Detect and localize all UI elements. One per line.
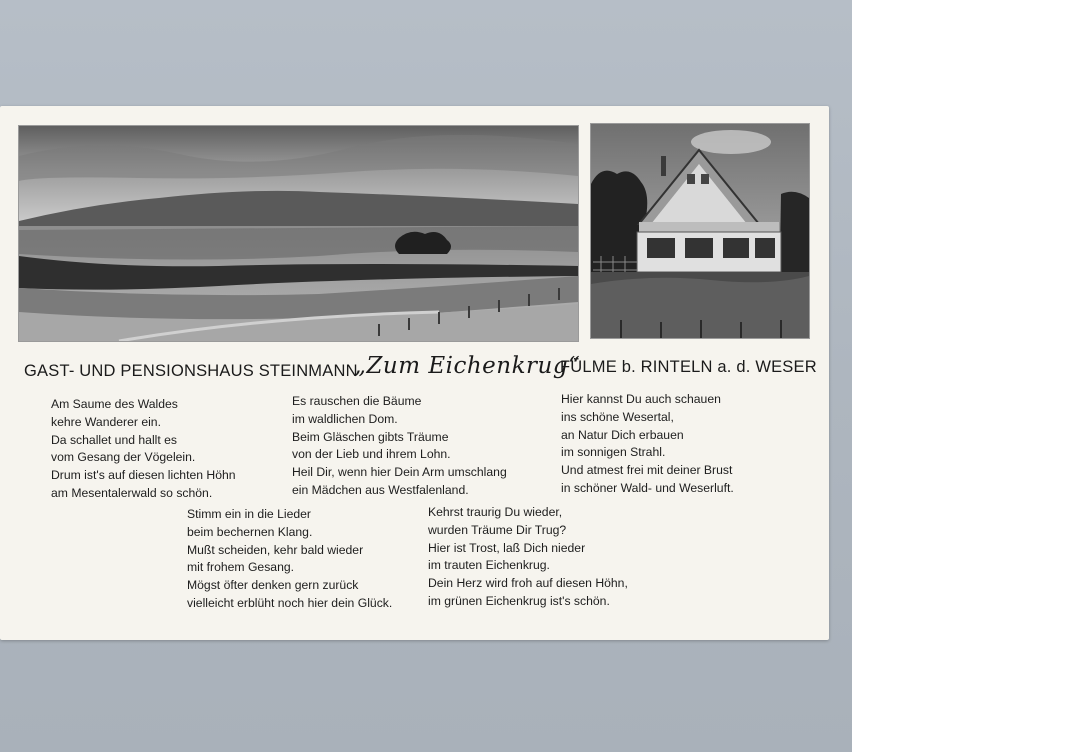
headline — [24, 353, 817, 387]
poem-line: Mußt scheiden, kehr bald wieder — [187, 542, 364, 557]
poem-line: vielleicht erblüht noch hier dein Glück. — [187, 595, 393, 610]
poem-line: Heil Dir, wenn hier Dein Arm umschlang — [292, 465, 507, 480]
poem-line: Es rauschen die Bäume — [292, 394, 422, 408]
headline-guesthouse: GAST- UND PENSIONSHAUS STEINMANN — [24, 362, 358, 380]
poem-line: Beim Gläschen gibts Träume — [292, 429, 449, 444]
poem-line: in schöner Wald- und Weserluft. — [561, 480, 734, 495]
house-photo — [590, 123, 810, 339]
poem-line: Dein Herz wird froh auf diesen Höhn, — [428, 576, 628, 591]
poem-line: kehre Wanderer ein. — [51, 414, 161, 429]
poem-stanza-3 — [561, 391, 734, 498]
poem-line: Hier kannst Du auch schauen — [561, 392, 721, 406]
headline-inn-name: „Zum Eichenkrug“ — [354, 353, 581, 379]
poem-line: Hier ist Trost, laß Dich nieder — [428, 540, 586, 555]
poem-line: wurden Träume Dir Trug? — [428, 522, 567, 537]
poem-line: ein Mädchen aus Westfalenland. — [292, 482, 469, 497]
poem-line: ins schöne Wesertal, — [561, 409, 674, 424]
poem-stanza-2 — [292, 393, 507, 500]
poem-line: Stimm ein in die Lieder — [187, 507, 311, 521]
poem-line: am Mesentalerwald so schön. — [51, 485, 213, 500]
poem-line: im trauten Eichenkrug. — [428, 558, 550, 573]
landscape-photo — [18, 125, 579, 342]
poem-line: Drum ist's auf diesen lichten Höhn — [51, 468, 236, 483]
poem-stanza-4 — [187, 506, 392, 613]
poem-line: von der Lieb und ihrem Lohn. — [292, 447, 451, 462]
poem-line: Und atmest frei mit deiner Brust — [561, 463, 733, 478]
poem-line: Am Saume des Waldes — [51, 397, 178, 411]
poem-line: im waldlichen Dom. — [292, 411, 398, 426]
poem-line: im grünen Eichenkrug ist's schön. — [428, 593, 610, 608]
poem-line: an Natur Dich erbauen — [561, 427, 684, 442]
poem-stanza-5 — [428, 504, 628, 611]
poem-line: vom Gesang der Vögelein. — [51, 450, 196, 465]
poem-line: Da schallet und hallt es — [51, 432, 178, 447]
poem-line: Mögst öfter denken gern zurück — [187, 578, 359, 593]
headline-location: FÜLME b. RINTELN a. d. WESER — [560, 358, 817, 376]
poem-stanza-1 — [51, 396, 236, 503]
poem-line: Kehrst traurig Du wieder, — [428, 505, 563, 519]
poem-line: im sonnigen Strahl. — [561, 445, 666, 460]
postcard — [0, 106, 829, 640]
poem-line: beim bechernen Klang. — [187, 524, 313, 539]
poem-line: mit frohem Gesang. — [187, 560, 295, 575]
